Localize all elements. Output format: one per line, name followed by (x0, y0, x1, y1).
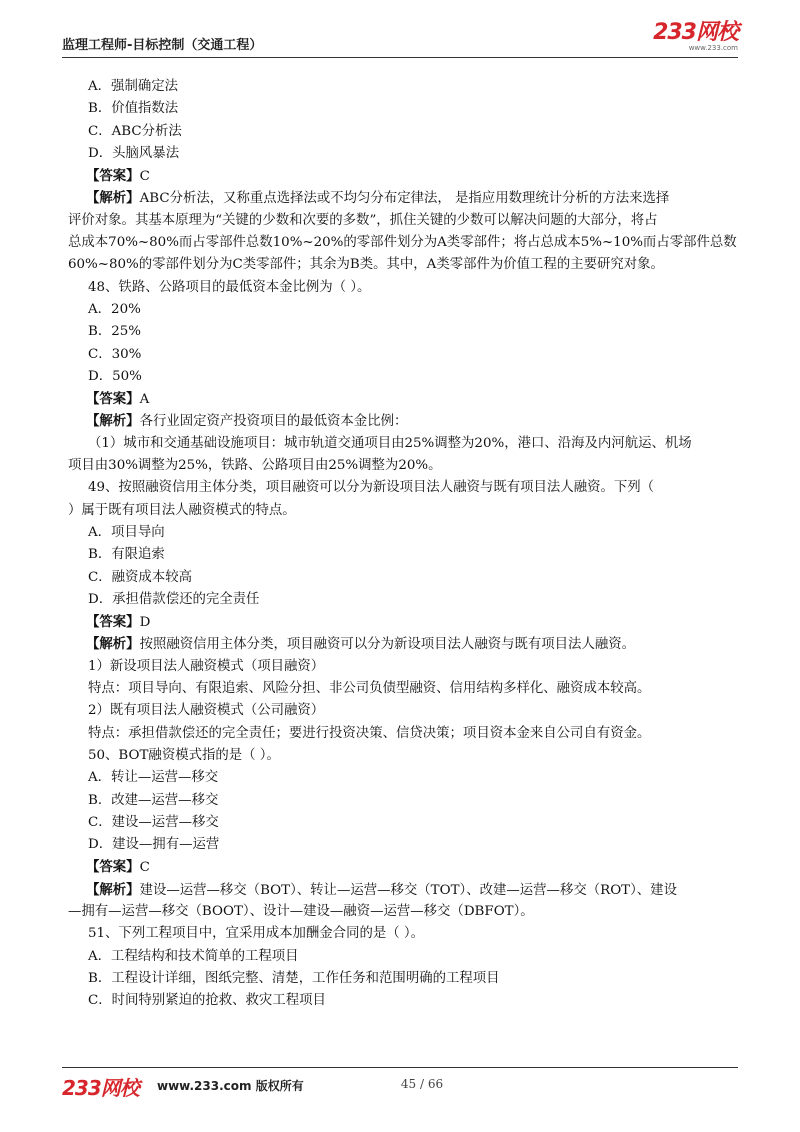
answer-option: C．ABC分析法 (88, 123, 182, 139)
answer-option: B．25% (88, 324, 141, 340)
answer-option: B．改建—运营—移交 (88, 792, 219, 808)
paragraph-line: 48、铁路、公路项目的最低资本金比例为（ ）。 (88, 279, 371, 295)
answer-line (68, 410, 744, 432)
paragraph-line: 特点：项目导向、有限追索、风险分担、非公司负债型融资、信用结构多样化、融资成本较高。 (88, 681, 651, 697)
answer-label: 【解析】 (86, 413, 140, 430)
answer-option: B．价值指数法 (88, 101, 179, 117)
paragraph-line: 60%~80%的零部件划分为C类零部件；其余为B类。其中，A类零部件为价值工程的主要研究对象。 (68, 257, 664, 273)
answer-text: C (139, 169, 150, 185)
paragraph-line: （1）城市和交通基础设施项目：城市轨道交通项目由25%调整为20%，港口、沿海及内河航运、机场 (88, 435, 692, 451)
answer-label: 【答案】 (86, 614, 140, 631)
answer-text: 各行业固定资产投资项目的最低资本金比例： (139, 414, 408, 430)
paragraph-line: 总成本70%~80%而占零部件总数10%~20%的零部件划分为A类零部件；将占总成本5%~10%而占零部件总数 (68, 235, 737, 251)
answer-option: A．项目导向 (88, 524, 165, 540)
answer-option: A．工程结构和技术简单的工程项目 (88, 948, 299, 964)
header-divider (62, 57, 738, 58)
footer-logo: 233网校 (62, 1076, 139, 1100)
footer-divider (62, 1067, 738, 1068)
answer-label: 【解析】 (86, 636, 140, 653)
document-title: 监理工程师-目标控制（交通工程） (62, 38, 263, 53)
answer-option: D．建设—拥有—运营 (88, 837, 220, 853)
answer-line (68, 633, 744, 655)
paragraph-line: 50、BOT融资模式指的是（ ）。 (88, 747, 280, 763)
answer-line (68, 879, 744, 901)
logo-url: www.233.com (688, 44, 738, 52)
answer-option: D．承担借款偿还的完全责任 (88, 591, 260, 607)
page-number: 45 / 66 (400, 1077, 444, 1091)
answer-label: 【答案】 (86, 859, 140, 876)
paragraph-line: 51、下列工程项目中，宜采用成本加酬金合同的是（ ）。 (88, 926, 424, 942)
page-header (62, 22, 738, 58)
answer-option: A．转让—运营—移交 (88, 770, 219, 786)
answer-option: B．有限追索 (88, 547, 165, 563)
paragraph-line: 特点：承担借款偿还的完全责任；要进行投资决策、信贷决策；项目资本金来自公司自有资金。 (88, 725, 651, 741)
answer-line (68, 388, 744, 410)
paragraph-line: 项目由30%调整为25%，铁路、公路项目由25%调整为20%。 (68, 458, 442, 474)
paragraph-line: 评价对象。其基本原理为“关键的少数和次要的多数”，抓住关键的少数可以解决问题的大部分，将占 (68, 212, 658, 228)
answer-text: ABC分析法，又称重点选择法或不均匀分布定律法， 是指应用数理统计分析的方法来选择 (139, 191, 670, 207)
answer-label: 【解析】 (86, 881, 140, 898)
answer-option: C．时间特别紧迫的抢救、救灾工程项目 (88, 993, 326, 1009)
answer-option: C．建设—运营—移交 (88, 814, 219, 830)
answer-text: C (139, 860, 150, 876)
answer-line (68, 611, 744, 633)
answer-option: D．头脑风暴法 (88, 145, 180, 161)
document-body (68, 76, 744, 1012)
paragraph-line: 49、按照融资信用主体分类，项目融资可以分为新设项目法人融资与既有项目法人融资。下列（ (88, 480, 655, 496)
answer-text: A (139, 392, 150, 408)
answer-label: 【答案】 (86, 391, 140, 408)
answer-option: D．50% (88, 368, 142, 384)
footer-copyright: www.233.com 版权所有 (157, 1079, 304, 1093)
answer-option: A．强制确定法 (88, 79, 179, 94)
answer-option: B．工程设计详细，图纸完整、清楚，工作任务和范围明确的工程项目 (88, 970, 500, 986)
logo-text: 233网校 (653, 20, 738, 45)
answer-option: A．20% (88, 301, 141, 317)
answer-line (68, 187, 744, 209)
answer-line (68, 165, 744, 187)
page-footer (62, 1072, 738, 1100)
answer-text: 建设—运营—移交（BOT）、转让—运营—移交（TOT）、改建—运营—移交（ROT）、建设 (139, 882, 677, 898)
brand-logo (638, 22, 738, 56)
paragraph-line: ）属于既有项目法人融资模式的特点。 (68, 502, 296, 518)
answer-label: 【解析】 (86, 190, 140, 207)
paragraph-line: 1）新设项目法人融资模式（项目融资） (88, 658, 325, 674)
answer-option: C．融资成本较高 (88, 569, 192, 585)
answer-text: D (139, 615, 151, 631)
paragraph-line: 2）既有项目法人融资模式（公司融资） (88, 703, 325, 719)
answer-label: 【答案】 (86, 168, 140, 185)
answer-line (68, 856, 744, 878)
answer-option: C．30% (88, 346, 142, 362)
answer-text: 按照融资信用主体分类，项目融资可以分为新设项目法人融资与既有项目法人融资。 (139, 637, 636, 653)
paragraph-line: —拥有—运营—移交（BOOT）、设计—建设—融资—运营—移交（DBFOT）。 (68, 903, 534, 919)
